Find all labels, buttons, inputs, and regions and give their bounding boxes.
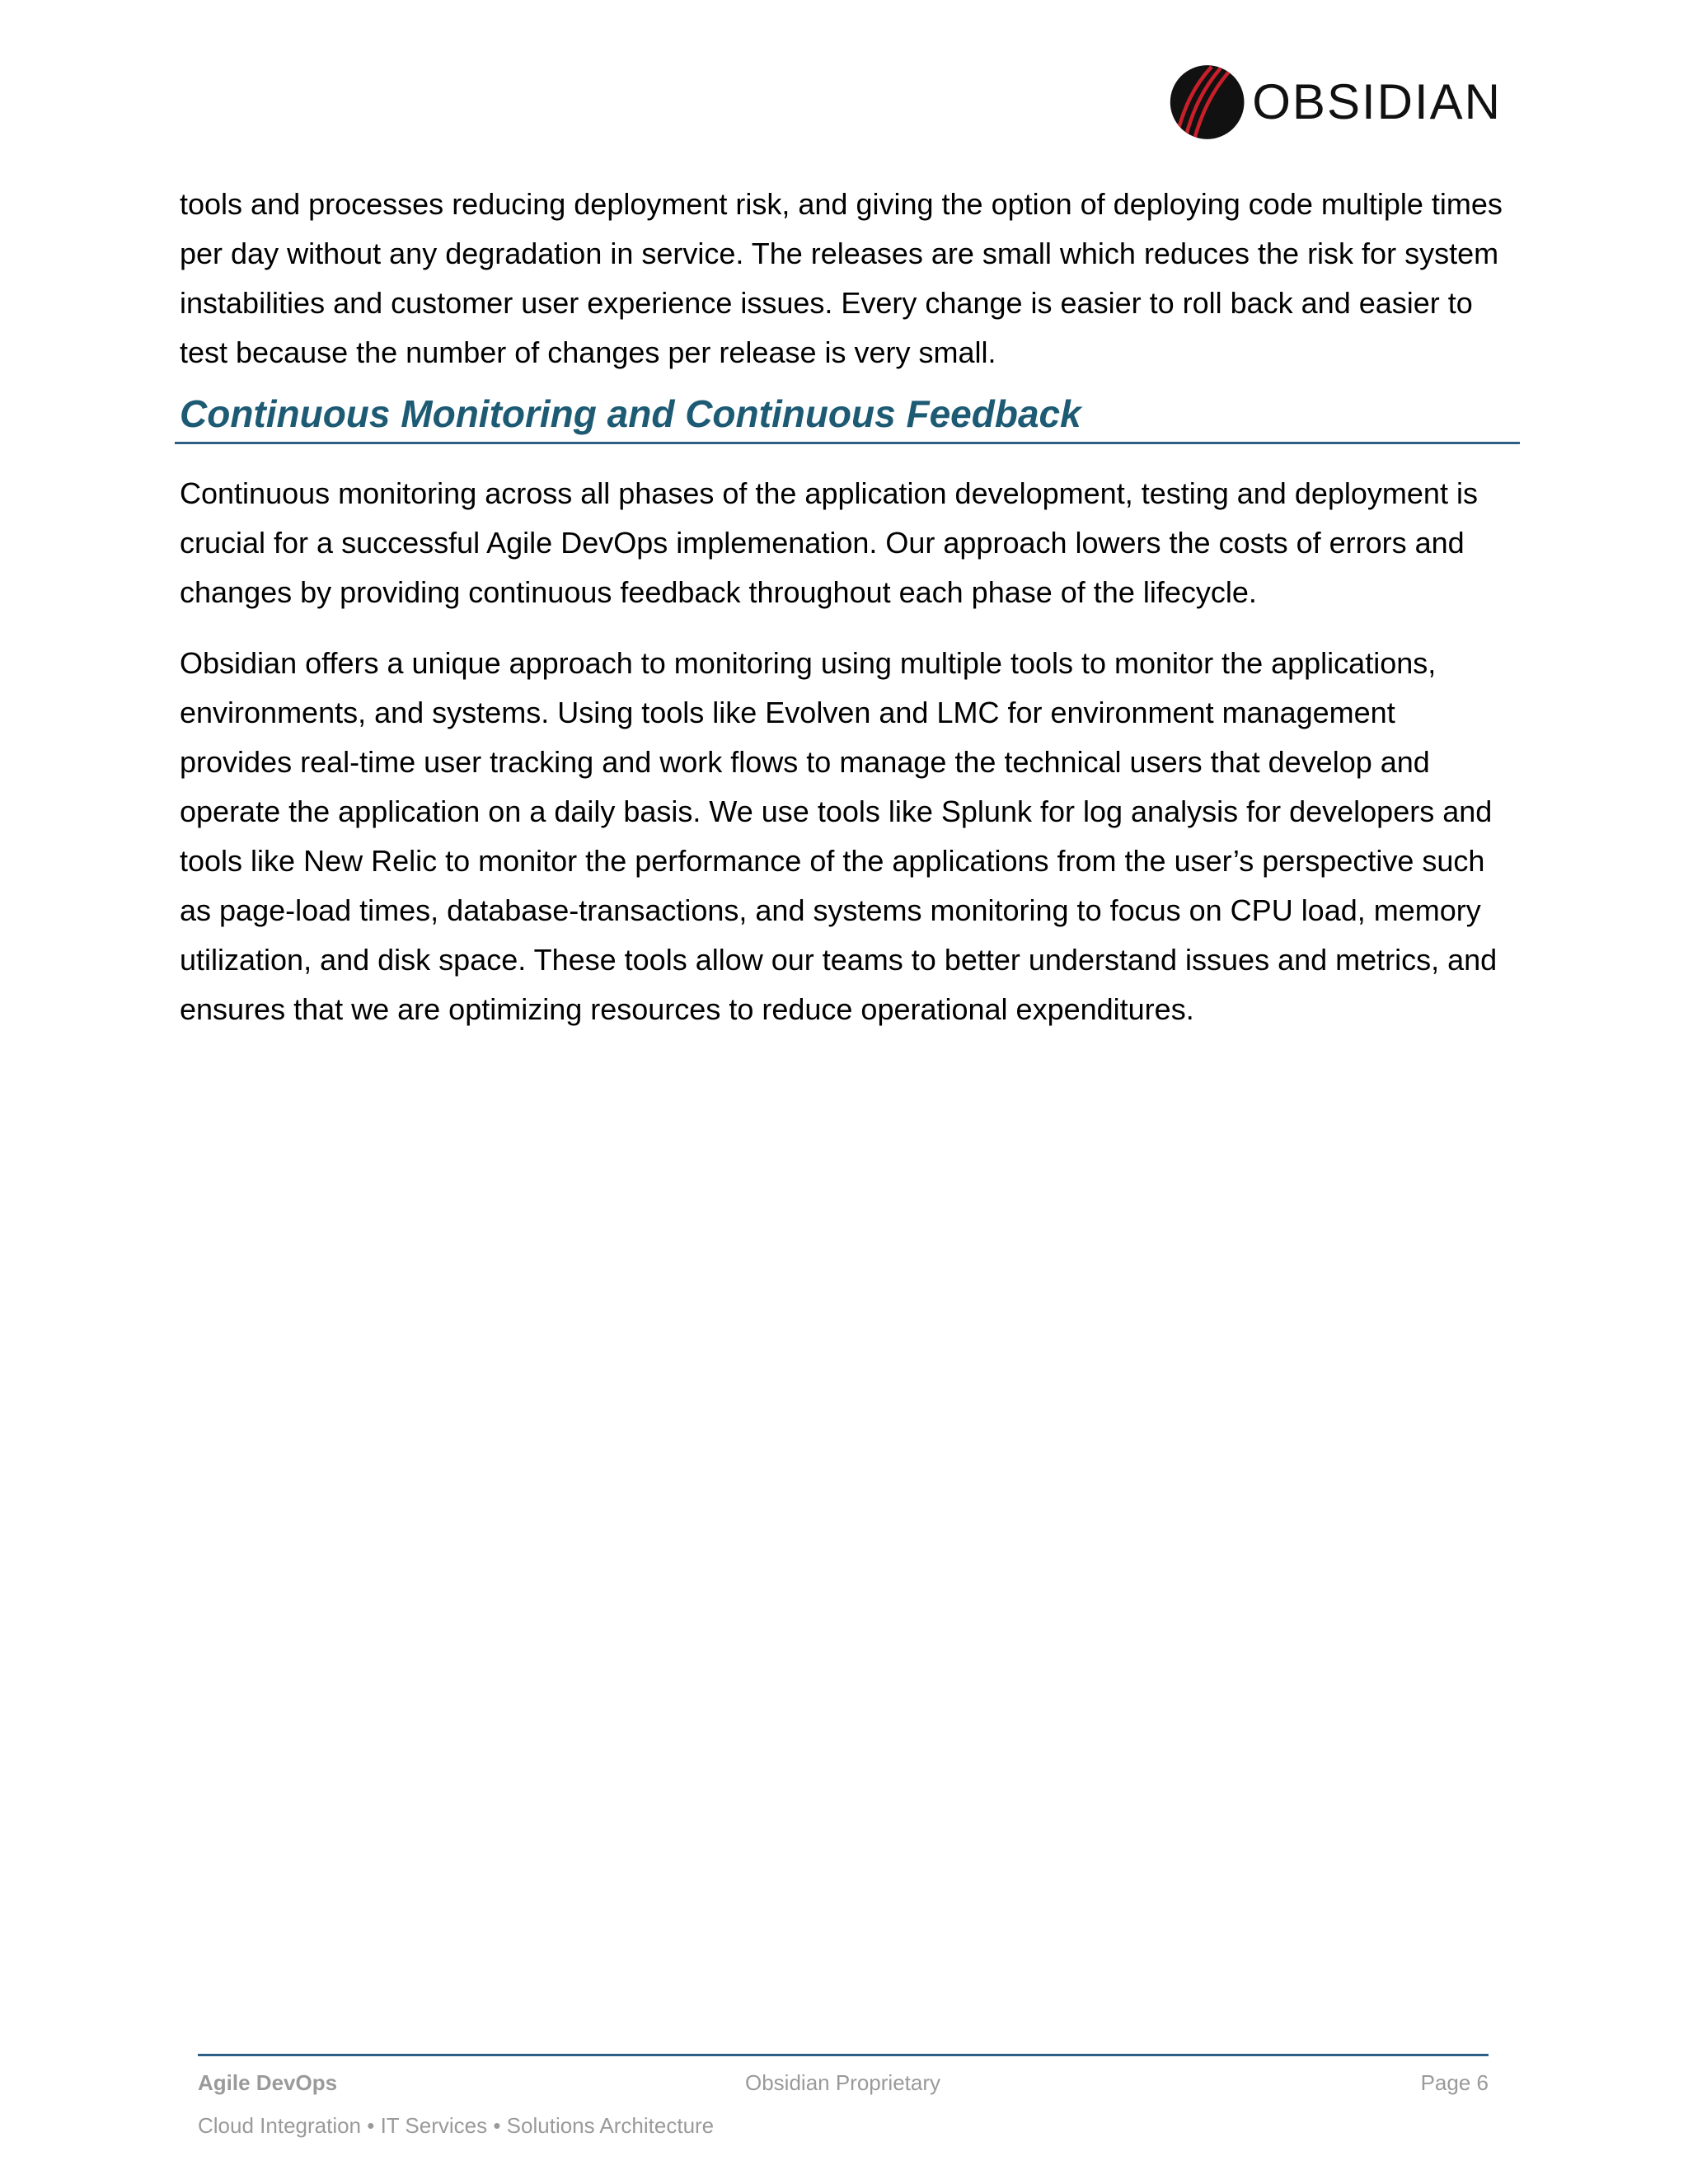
- section-body: [180, 469, 1515, 1034]
- footer-classification: Obsidian Proprietary: [745, 2070, 940, 2095]
- footer-page-number: Page 6: [1420, 2070, 1489, 2095]
- logo-wordmark: OBSIDIAN: [1252, 74, 1502, 129]
- section-paragraph-1: Continuous monitoring across all phases of the application development, testing and deployment is crucial for a successful Agile DevOps implemenation. Our approach lowers the costs of errors and changes by providing continuous feedback throughout each phase of the lifecycle.: [180, 476, 1478, 609]
- obsidian-logo-icon: [1169, 59, 1245, 145]
- footer-divider: [198, 2054, 1489, 2056]
- company-logo: [1169, 59, 1502, 145]
- section-paragraph-2: Obsidian offers a unique approach to monitoring using multiple tools to monitor the applications, environments, and systems. Using tools like Evolven and LMC for environment management provides real-time user tracking and work flows to manage the technical users that develop and operate the application on a daily basis. We use tools like Splunk for log analysis for developers and tools like New Relic to monitor the performance of the applications from the user’s perspective such as page-load times, database-transactions, and systems monitoring to focus on CPU load, memory utilization, and disk space. These tools allow our teams to better understand issues and metrics, and ensures that we are optimizing resources to reduce operational expenditures.: [180, 646, 1498, 1026]
- section-title: Continuous Monitoring and Continuous Feedback: [180, 392, 1081, 435]
- page-footer: [198, 2070, 1489, 2103]
- intro-paragraph: tools and processes reducing deployment risk, and giving the option of deploying code multiple times per day without any degradation in service. The releases are small which reduces the risk for system instabilities and customer user experience issues. Every change is easier to roll back and easier to test because the number of changes per release is very small.: [180, 187, 1503, 369]
- document-body: [180, 180, 1515, 1034]
- section-heading: [175, 387, 1520, 444]
- footer-tagline: Cloud Integration • IT Services • Solutions Architecture: [198, 2113, 715, 2138]
- footer-document-title: Agile DevOps: [198, 2070, 338, 2095]
